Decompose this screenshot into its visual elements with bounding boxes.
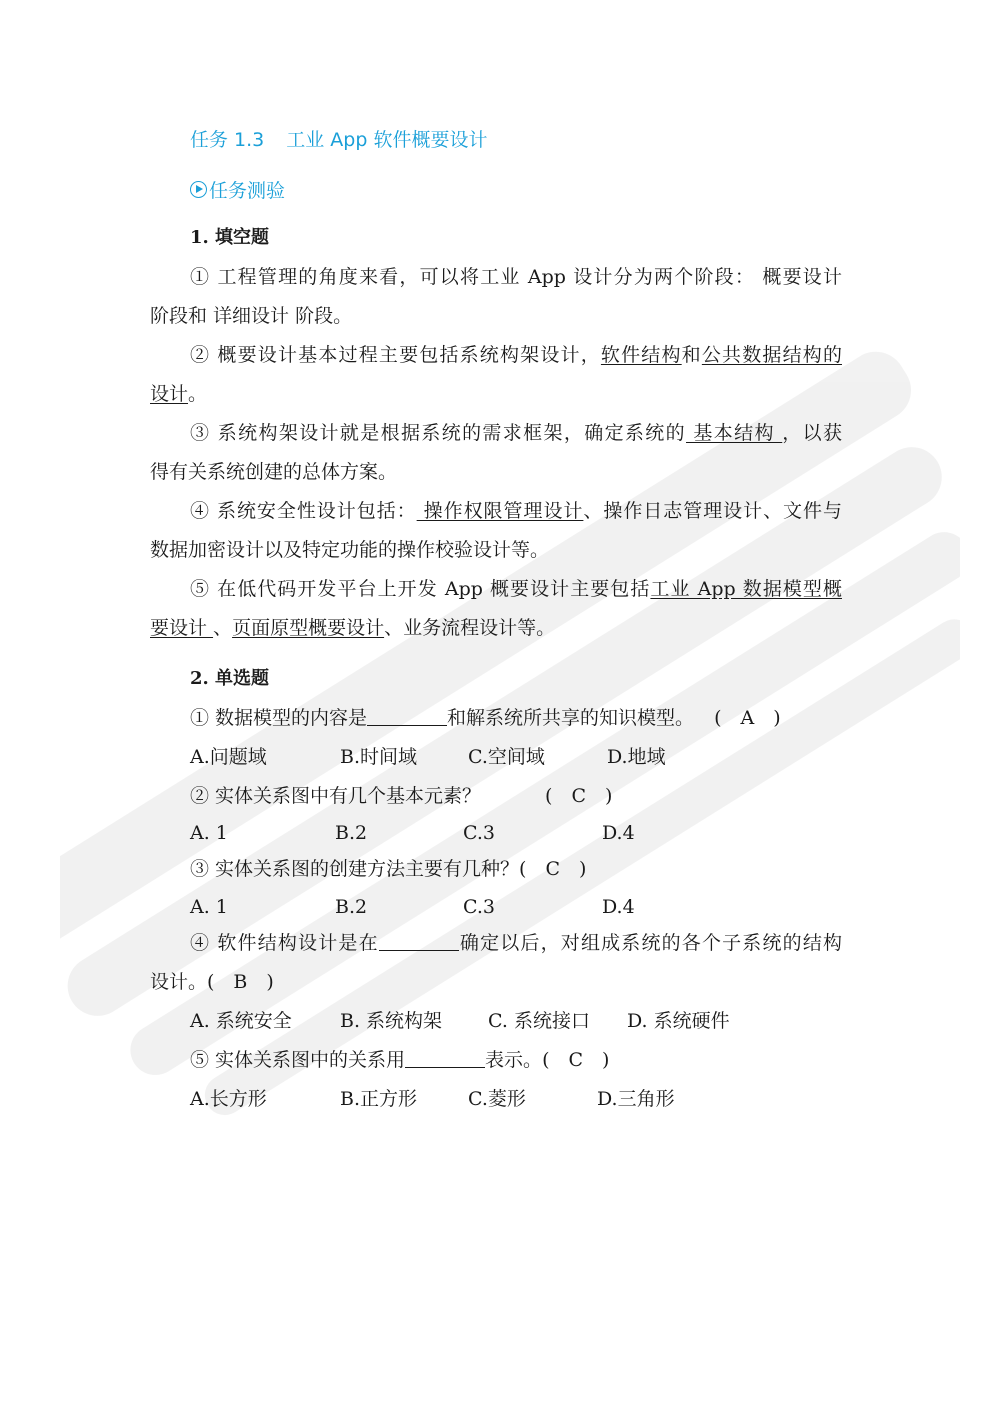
mcq4-options <box>0 1009 993 1033</box>
mcq4-option-a: A. 系统安全 <box>190 1010 292 1032</box>
fill-q3-answer: 基本结构 <box>686 422 783 444</box>
mcq5-question <box>190 1048 609 1072</box>
mcq2-option-a: A. 1 <box>190 822 228 844</box>
fill-q4-answer: 操作权限管理设计 <box>416 500 584 522</box>
play-circle-icon <box>190 181 207 198</box>
mcq1-question <box>190 706 781 730</box>
fill-q2-answer2b: 设计 <box>150 383 189 405</box>
mcq3-option-c: C.3 <box>463 896 495 918</box>
fill-q2-line2 <box>150 382 207 406</box>
fill-q2-text: ② 概要设计基本过程主要包括系统构架设计， <box>190 344 601 366</box>
mcq3-option-d: D.4 <box>602 896 635 918</box>
fill-q5-post: 、业务流程设计等。 <box>384 617 556 639</box>
mcq5-blank <box>405 1049 485 1068</box>
mcq1-option-b: B.时间域 <box>340 746 418 768</box>
fill-q2-post: 。 <box>188 383 208 405</box>
mcq1-option-d: D.地域 <box>607 746 666 768</box>
fill-q5-text: ⑤ 在低代码开发平台上开发 App 概要设计主要包括 <box>190 578 651 600</box>
fill-q4-post: 、操作日志管理设计、文件与 <box>583 500 842 522</box>
mcq4-question-line1 <box>190 931 842 955</box>
mcq3-option-a: A. 1 <box>190 896 228 918</box>
mcq2-option-b: B.2 <box>335 822 368 844</box>
mcq5-answer: ( C ) <box>542 1049 610 1071</box>
mcq5-option-a: A.长方形 <box>190 1088 267 1110</box>
fill-q3-text: ③ 系统构架设计就是根据系统的需求框架，确定系统的 <box>190 422 687 444</box>
mcq4-text: ④ 软件结构设计是在 <box>190 932 379 954</box>
fill-q4-text: ④ 系统安全性设计包括： <box>190 500 417 522</box>
mcq4-text-post: 确定以后，对组成系统的各个子系统的结构 <box>458 932 842 954</box>
mcq3-answer: ( C ) <box>519 858 587 880</box>
mcq4-option-c: C. 系统接口 <box>488 1010 590 1032</box>
fill-q5-answer2: 页面原型概要设计 <box>232 617 385 639</box>
fill-q3-line1 <box>190 421 842 445</box>
mcq1-text: ① 数据模型的内容是 <box>190 707 368 729</box>
mcq4-blank <box>379 932 459 951</box>
fill-q5-answer1a: 工业 App 数据模型概 <box>650 578 842 600</box>
fill-q1-line2: 阶段和 详细设计 阶段。 <box>150 305 353 327</box>
mcq1-option-a: A.问题域 <box>190 746 267 768</box>
fill-q4-line2: 数据加密设计以及特定功能的操作校验设计等。 <box>150 539 550 561</box>
fill-q2-mid: 和 <box>681 344 702 366</box>
fill-q5-line2 <box>150 616 555 640</box>
mcq3-text: ③ 实体关系图的创建方法主要有几种？ <box>190 858 520 880</box>
fill-q3-line2: 得有关系统创建的总体方案。 <box>150 461 398 483</box>
quiz-title <box>190 179 285 203</box>
fill-q1-line1: ① 工程管理的角度来看，可以将工业 App 设计分为两个阶段： 概要设计 <box>190 266 842 288</box>
mcq5-text-post: 表示。 <box>485 1049 543 1071</box>
fill-q2-line1 <box>190 343 842 367</box>
quiz-label: 任务测验 <box>209 180 286 202</box>
mcq2-question <box>190 784 612 808</box>
fill-q2-answer1: 软件结构 <box>600 344 682 366</box>
mcq1-answer: ( A ) <box>714 707 781 729</box>
mcq3-option-b: B.2 <box>335 896 368 918</box>
section1-heading: 1. 填空题 <box>190 227 270 248</box>
mcq2-option-c: C.3 <box>463 822 495 844</box>
mcq5-option-c: C.菱形 <box>468 1088 526 1110</box>
mcq3-options <box>0 895 993 919</box>
mcq4-answer: ( B ) <box>207 971 274 993</box>
mcq4-text-line2: 设计。 <box>150 971 208 993</box>
task-name: 工业 App 软件概要设计 <box>286 129 488 151</box>
fill-q5-line1 <box>190 577 842 601</box>
mcq2-option-d: D.4 <box>602 822 635 844</box>
mcq2-answer: ( C ) <box>545 785 613 807</box>
task-title <box>190 128 487 152</box>
mcq5-text: ⑤ 实体关系图中的关系用 <box>190 1049 406 1071</box>
mcq5-options <box>0 1087 993 1111</box>
fill-q5-answer1b: 要设计 <box>150 617 214 639</box>
task-number: 任务 1.3 <box>190 129 265 151</box>
fill-q3-post: ，以获 <box>782 422 842 444</box>
section2-heading: 2. 单选题 <box>190 668 270 689</box>
mcq4-option-d: D. 系统硬件 <box>627 1010 730 1032</box>
mcq4-option-b: B. 系统构架 <box>340 1010 443 1032</box>
mcq3-question <box>190 857 586 881</box>
mcq5-option-d: D.三角形 <box>597 1088 675 1110</box>
mcq5-option-b: B.正方形 <box>340 1088 418 1110</box>
fill-q4-line1 <box>190 499 842 523</box>
mcq4-question-line2 <box>150 970 274 994</box>
mcq1-options <box>0 745 993 769</box>
mcq1-option-c: C.空间域 <box>468 746 545 768</box>
mcq2-options <box>0 821 993 845</box>
mcq1-blank <box>367 707 447 726</box>
fill-q2-answer2a: 公共数据结构的 <box>701 344 842 366</box>
mcq2-text: ② 实体关系图中有几个基本元素？ <box>190 785 482 807</box>
mcq1-text-post: 和解系统所共享的知识模型。 <box>447 707 695 729</box>
fill-q5-mid: 、 <box>213 617 233 639</box>
